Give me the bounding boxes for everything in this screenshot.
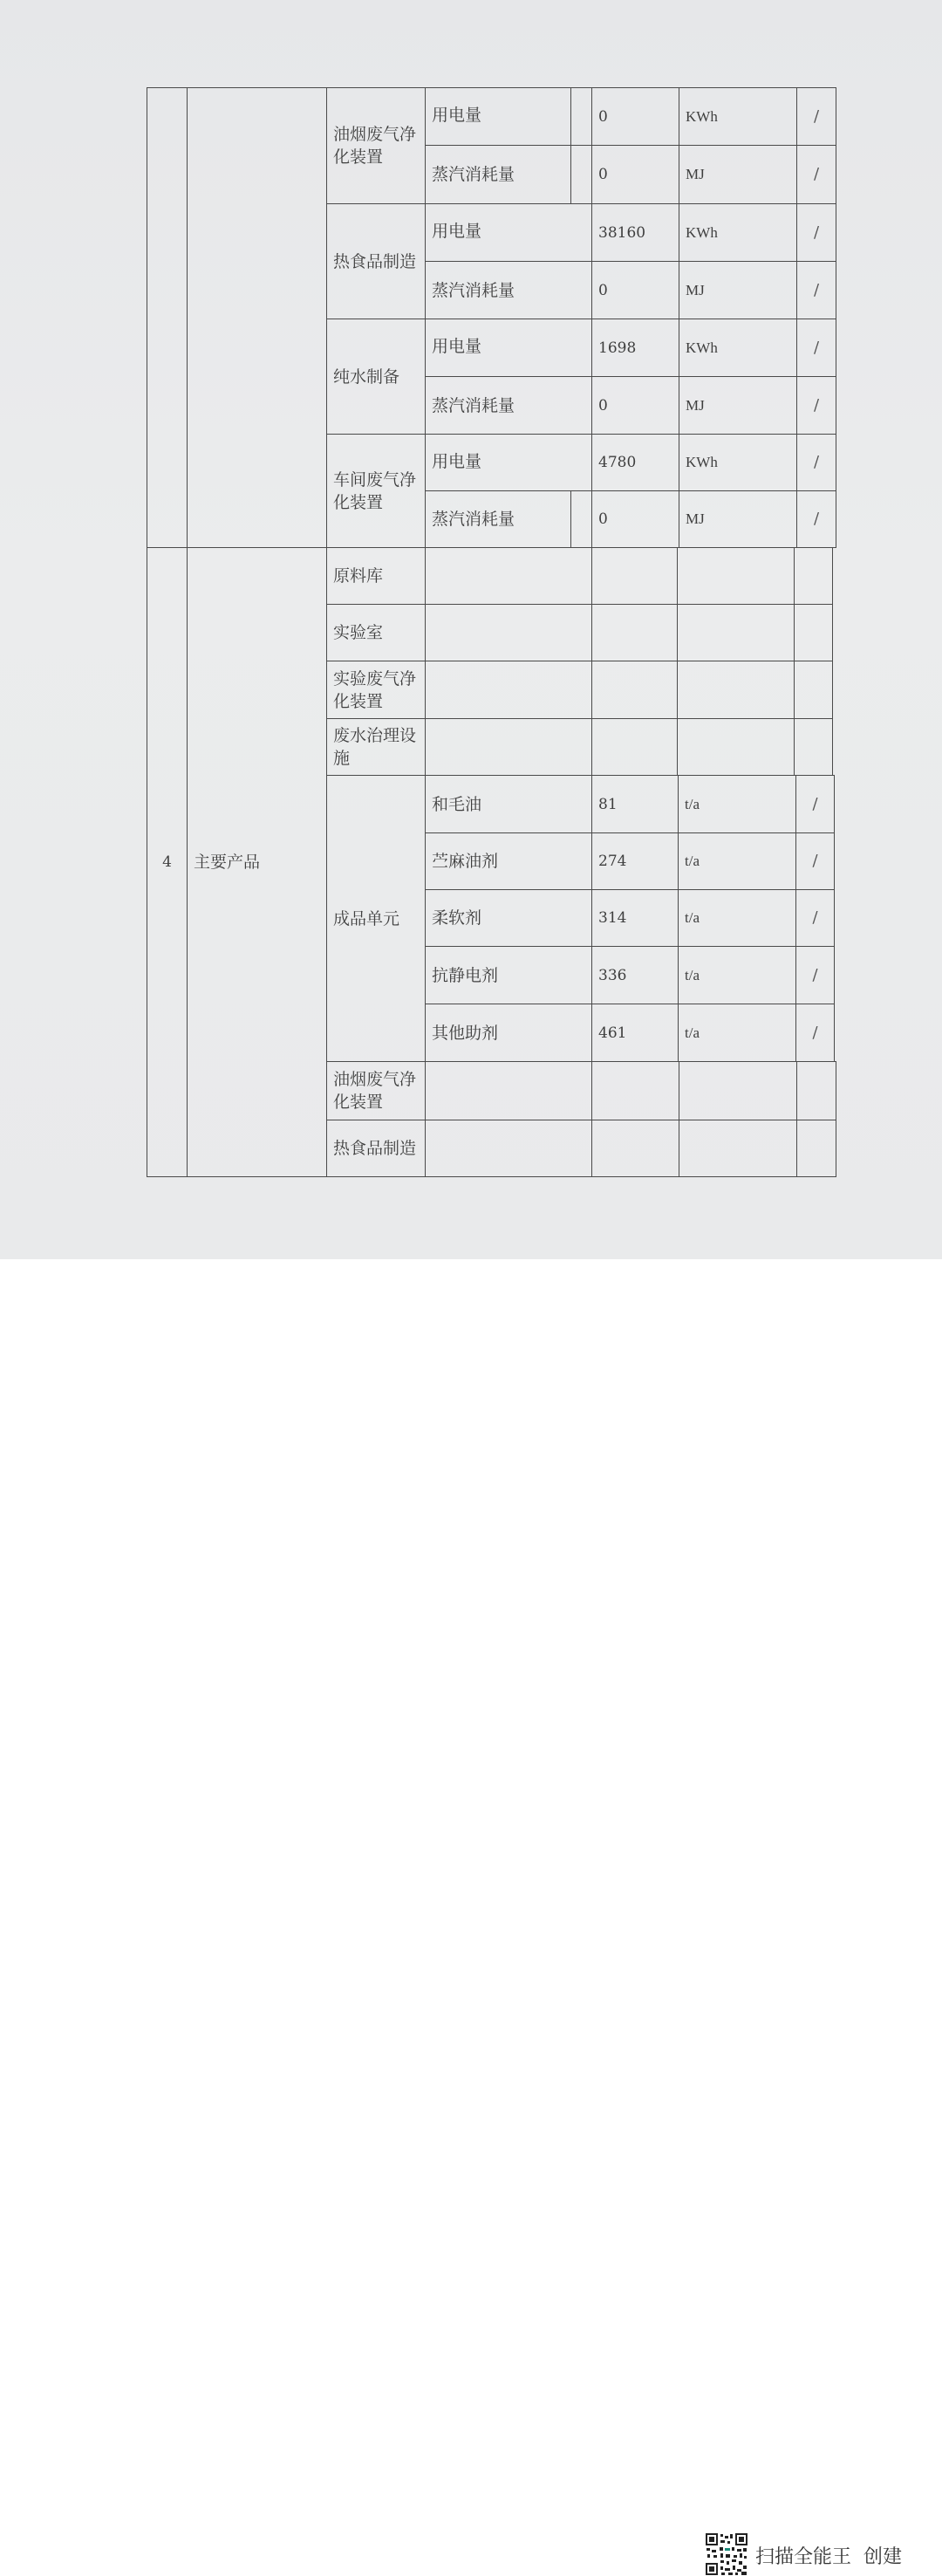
unit-text: KWh	[686, 107, 718, 125]
unit-cell	[679, 203, 797, 262]
note-cell	[796, 261, 836, 319]
empty-cell	[425, 1061, 592, 1120]
row-category-cell-3	[187, 87, 327, 548]
product-name: 抗静电剂	[432, 965, 499, 985]
value-text: 81	[598, 795, 618, 813]
empty-cell	[425, 547, 592, 605]
empty-cell	[796, 1061, 836, 1120]
facility-cell	[326, 434, 426, 548]
note-cell	[796, 319, 836, 377]
empty-cell	[677, 718, 795, 776]
unit-cell	[678, 1004, 796, 1062]
unit-name: 废水治理设施	[333, 726, 417, 768]
value-cell	[591, 376, 679, 435]
note-text: /	[813, 510, 820, 528]
value-cell	[591, 203, 679, 262]
unit-text: t/a	[685, 909, 700, 926]
product-name-cell	[425, 1004, 592, 1062]
empty-cell	[794, 547, 833, 605]
value-text: 336	[598, 966, 627, 984]
product-name: 柔软剂	[432, 908, 482, 928]
unit-cell	[679, 145, 797, 204]
empty-cell	[425, 604, 592, 661]
unit-cell	[679, 376, 797, 435]
row-index: 4	[162, 853, 172, 871]
scanned-page	[0, 0, 942, 1259]
value-cell	[591, 434, 679, 491]
product-unit-name: 成品单元	[333, 908, 400, 928]
empty-cell	[591, 718, 678, 776]
empty-cell	[677, 547, 795, 605]
item-label: 蒸汽消耗量	[432, 280, 515, 300]
note-cell	[796, 376, 836, 435]
note-cell	[796, 145, 836, 204]
note-text: /	[812, 908, 818, 927]
unit-text: KWh	[686, 339, 718, 356]
note-text: /	[812, 794, 818, 813]
qr-code-icon	[705, 2532, 748, 2576]
note-text: /	[812, 852, 818, 870]
empty-cell	[591, 661, 678, 719]
row-category: 主要产品	[194, 853, 261, 872]
facility-cell	[326, 87, 426, 204]
unit-name-cell	[326, 718, 426, 776]
item-label: 用电量	[432, 106, 482, 125]
value-cell	[591, 775, 679, 833]
unit-text: t/a	[685, 966, 700, 983]
unit-name: 原料库	[333, 566, 384, 586]
unit-cell	[679, 261, 797, 319]
item-cell	[425, 376, 592, 435]
facility-label: 纯水制备	[333, 367, 400, 387]
note-cell	[795, 889, 835, 947]
empty-cell	[425, 718, 592, 776]
value-text: 0	[598, 396, 608, 414]
note-text: /	[813, 395, 820, 414]
value-text: 314	[598, 909, 627, 927]
item-cell	[425, 87, 571, 146]
empty-cell	[794, 661, 833, 719]
value-text: 0	[598, 166, 608, 183]
item-label: 用电量	[432, 452, 482, 471]
empty-cell	[425, 1120, 592, 1177]
item-label: 蒸汽消耗量	[432, 510, 515, 529]
value-text: 1698	[598, 339, 637, 357]
product-name-cell	[425, 889, 592, 947]
value-cell	[591, 1004, 679, 1062]
scanner-footer	[0, 1259, 942, 2568]
empty-cell	[677, 661, 795, 719]
value-cell	[591, 319, 679, 377]
facility-label: 热食品制造	[333, 251, 417, 271]
value-text: 0	[598, 281, 608, 299]
empty-cell	[679, 1061, 797, 1120]
value-text: 0	[598, 510, 608, 528]
note-cell	[796, 87, 836, 146]
facility-cell	[326, 319, 426, 435]
unit-text: t/a	[685, 1024, 700, 1041]
item-cell	[425, 490, 571, 548]
unit-text: t/a	[685, 795, 700, 812]
unit-name-cell	[326, 547, 426, 605]
item-label: 用电量	[432, 222, 482, 241]
unit-name-cell	[326, 1061, 426, 1120]
unit-cell	[678, 946, 796, 1004]
unit-name: 热食品制造	[333, 1139, 417, 1158]
empty-cell	[794, 604, 833, 661]
unit-name-cell	[326, 1120, 426, 1177]
item-cell	[425, 203, 592, 262]
value-cell	[591, 87, 679, 146]
unit-cell	[679, 490, 797, 548]
empty-cell	[591, 604, 678, 661]
unit-text: MJ	[686, 396, 705, 414]
note-text: /	[813, 106, 820, 126]
value-text: 38160	[598, 223, 646, 242]
note-cell	[795, 946, 835, 1004]
note-cell	[796, 434, 836, 491]
note-cell	[796, 490, 836, 548]
unit-cell	[678, 889, 796, 947]
row-category-cell-4	[187, 547, 327, 1177]
empty-cell	[591, 547, 678, 605]
value-cell	[591, 261, 679, 319]
note-cell	[796, 203, 836, 262]
unit-name: 实验废气净化装置	[333, 668, 417, 711]
value-text: 274	[598, 853, 627, 870]
note-text: /	[813, 280, 820, 299]
note-text: /	[812, 965, 818, 984]
note-text: /	[813, 338, 820, 357]
item-label: 用电量	[432, 337, 482, 356]
empty-cell	[591, 1120, 679, 1177]
note-text: /	[812, 1023, 818, 1042]
value-cell	[591, 946, 679, 1004]
empty-cell	[425, 661, 592, 719]
item-cell	[425, 319, 592, 377]
value-cell	[591, 889, 679, 947]
product-name-cell	[425, 775, 592, 833]
unit-cell	[678, 775, 796, 833]
unit-text: MJ	[686, 166, 705, 182]
unit-cell	[678, 832, 796, 890]
value-cell	[591, 490, 679, 548]
unit-name: 实验室	[333, 623, 384, 642]
note-cell	[795, 832, 835, 890]
note-text: /	[813, 453, 820, 471]
empty-cell	[794, 718, 833, 776]
product-name: 和毛油	[432, 794, 482, 814]
product-name: 其他助剂	[432, 1023, 499, 1043]
note-text: /	[813, 165, 820, 183]
product-name-cell	[425, 946, 592, 1004]
unit-text: KWh	[686, 223, 718, 241]
row-index-cell-4	[147, 547, 188, 1177]
note-cell	[795, 1004, 835, 1062]
item-cell	[425, 434, 592, 491]
empty-cell	[677, 604, 795, 661]
value-text: 4780	[598, 454, 637, 471]
unit-cell	[679, 434, 797, 491]
facility-label: 车间废气净化装置	[333, 469, 417, 512]
narrow-cell	[570, 490, 592, 548]
facility-cell	[326, 203, 426, 319]
unit-text: t/a	[685, 853, 700, 869]
value-text: 0	[598, 107, 608, 126]
unit-cell	[679, 319, 797, 377]
row-index-cell-3	[147, 87, 188, 548]
narrow-cell	[570, 87, 592, 146]
unit-text: MJ	[686, 281, 705, 298]
unit-text: MJ	[686, 510, 705, 527]
product-unit-cell	[326, 775, 426, 1062]
empty-cell	[796, 1120, 836, 1177]
product-name-cell	[425, 832, 592, 890]
value-text: 461	[598, 1024, 627, 1042]
value-cell	[591, 145, 679, 204]
product-name: 苎麻油剂	[432, 852, 499, 871]
narrow-cell	[570, 145, 592, 204]
item-cell	[425, 145, 571, 204]
note-text: /	[813, 223, 820, 242]
unit-name-cell	[326, 661, 426, 719]
facility-label: 油烟废气净化装置	[333, 125, 417, 167]
item-cell	[425, 261, 592, 319]
value-cell	[591, 832, 679, 890]
item-label: 蒸汽消耗量	[432, 165, 515, 184]
unit-name: 油烟废气净化装置	[333, 1070, 417, 1112]
unit-name-cell	[326, 604, 426, 661]
empty-cell	[591, 1061, 679, 1120]
item-label: 蒸汽消耗量	[432, 395, 515, 415]
unit-cell	[679, 87, 797, 146]
note-cell	[795, 775, 835, 833]
unit-text: KWh	[686, 454, 718, 470]
scanner-brand-text: 扫描全能王 创建	[755, 2546, 902, 2568]
empty-cell	[679, 1120, 797, 1177]
